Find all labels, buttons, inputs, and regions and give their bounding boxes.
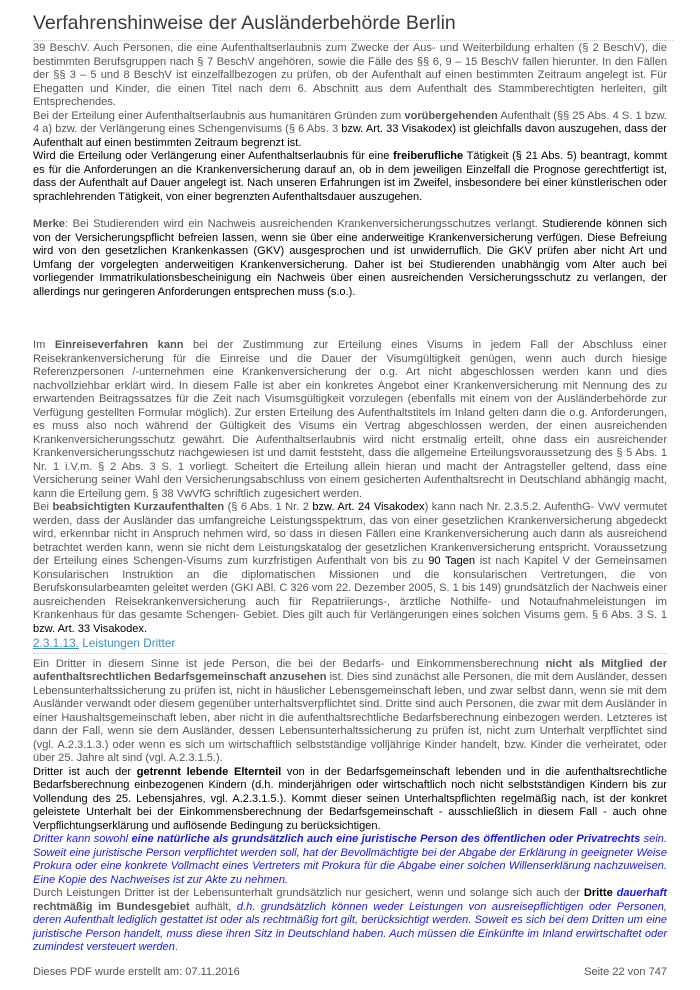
section-number[interactable]: 2.3.1.13. [33, 636, 79, 650]
footer-created-date: Dieses PDF wurde erstellt am: 07.11.2016 [33, 966, 240, 978]
paragraph-merke: Merke: Bei Studierenden wird ein Nachweis ausreichenden Krankenversicherungsschutzes verlangt. Studierende können sich von der Versicherungspflicht befreien lassen, wenn sie über eine anderweitige Krankenversicherung verfügen. Diese Befreiung wird von den gesetzlichen Krankenkassen (GKV) ausgesprochen und ist unwiderruflich. Die GKV prüfen aber nicht Art und Umfang der vorgelegten anderweitigen Krankenversicherung. Daher ist bei Studierenden unabhängig vom Alter auch bei vorliegender Immatrikulationsbescheinigung ein Nachweis über einen ausreichenden Versicherungsschutz zu verlangen, der allerdings nur geringeren Anforderungen entsprechen muss (s.o.). [33, 218, 667, 298]
section-heading[interactable] [33, 637, 667, 654]
paragraph-freiberuflich: Wird die Erteilung oder Verlängerung einer Aufenthaltserlaubnis für eine freiberufliche Tätigkeit (§ 21 Abs. 5) beantragt, kommt es für die Anforderungen an die Krankenversicherung darauf an, ob in dem jeweiligen Einzelfall die Prognose gerechtfertigt ist, dass der Aufenthalt auf Dauer angelegt ist. Nach unseren Erfahrungen ist im Zweifel, insbesondere bei einer künstlerischen oder sprachlehrenden Tätigkeit, von einer begrenzten Aufenthaltsdauer auszugehen. [33, 150, 667, 203]
paragraph-juristische-person: Dritter kann sowohl eine natürliche als grundsätzlich auch eine juristische Person des öffentlichen oder Privatrechts sein. Soweit eine juristische Person verpflichtet werden soll, hat der Bevollmächtigte bei der Abgabe der Erklärung in geeigneter Weise Prokura oder eine konkrete Vollmacht eines Vertreters mit Prokura für die Abgabe einer solchen Willenserklärung nachzuweisen. Eine Kopie des Nachweises ist zur Akte zu nehmen. [33, 833, 667, 886]
page-footer [33, 966, 667, 978]
document-body [33, 42, 667, 955]
paragraph-elternteil: Dritter ist auch der getrennt lebende Elternteil von in der Bedarfsgemeinschaft lebenden und in die aufenthaltsrechtliche Bedarfsberechnung einbezogenen Kindern (d.h. minderjährigen oder wirtschaftlich noch nicht selbstständigen Kindern bis zur Vollendung des 25. Lebensjahres, vgl. A.2.3.1.5.). Kommt dieser seinen Unterhaltspflichten regelmäßig nach, ist der konkret geleistete Unterhalt bei der Einkommensberechnung der Bedarfsgemeinschaft - ausschließlich in diesem Fall - auch ohne Verpflichtungserklärung und auflösende Bedingung zu berücksichtigen. [33, 765, 667, 832]
paragraph-einreiseverfahren: Im Einreiseverfahren kann bei der Zustimmung zur Erteilung eines Visums in jedem Fall der Abschluss einer Reisekrankenversicherung für die Einreise und die Dauer der Visumgültigkeit genügen, wenn auch durch hiesige Referenzpersonen /-unternehmen eine Krankenversicherung der o.g. Art nicht abgeschlossen werden kann und dies nachvollziehbar erklärt wird. In diesem Falle ist aber ein konkretes Angebot einer Krankenversicherung mit Nennung des zu erwartenden Beitragssatzes für die Zeit nach Visumsgültigkeit vorzulegen (ebenfalls mit einem von der Ausländerbehörde zur Verfügung gestellten Formular möglich). Zur ersten Erteilung des Aufenthaltstitels im Inland gelten dann die o.g. Anforderungen, es muss also noch während der Gültigkeit des Visums ein Vertrag abgeschlossen werden, der einen ausreichenden Krankenversicherungsschutz gewährt. Die Aufenthaltserlaubnis wird nicht erstmalig erteilt, ohne dass ein ausreichender Krankenversicherungsschutz nachgewiesen ist und damit feststeht, dass die allgemeine Erteilungsvoraussetzung des § 5 Abs. 1 Nr. 1 i.V.m. § 2 Abs. 3 S. 1 vorliegt. Scheitert die Erteilung allein hieran und macht der Antragsteller geltend, dass eine Versicherung seiner Wahl den Versicherungsabschluss von einem gesicherten Aufenthaltsrecht in Deutschland abhängig macht, kann die Erteilung gem. § 38 VwVfG schriftlich zugesichert werden. [33, 339, 668, 500]
paragraph-humanitaer: Bei der Erteilung einer Aufenthaltserlaubnis aus humanitären Gründen zum vorübergehenden Aufenthalt (§§ 25 Abs. 4 S. 1 bzw. 4 a) bzw. der Verlängerung eines Schengenvisums (§ 6 Abs. 3 bzw. Art. 33 Visakodex) ist gleichfalls davon auszugehen, dass der Aufenthalt auf einen bestimmten Zeitraum begrenzt ist. [33, 109, 667, 149]
page-title: Verfahrenshinweise der Ausländerbehörde Berlin [33, 10, 673, 41]
paragraph-dritter-definition: Ein Dritter in diesem Sinne ist jede Person, die bei der Bedarfs- und Einkommensberechnung nicht als Mitglied der aufenthaltsrechtlichen Bedarfsgemeinschaft anzusehen ist. Dies sind zunächst alle Personen, die mit dem Ausländer, dessen Lebensunterhaltssicherung zu prüfen ist, nicht in häuslicher Lebensgemeinschaft leben, und zwar selbst dann, wenn sie mit dem Ausländer verwandt oder diesem gegenüber unterhaltsverpflichtet sind. Dritte sind auch Personen, die zwar mit dem Ausländer in einer Haushaltsgemeinschaft leben, aber nicht in die aufenthaltsrechtliche Bedarfsberechnung einbezogen werden. Letzteres ist dann der Fall, wenn sie dem Ausländer, dessen Lebensunterhaltssicherung zu prüfen ist, nicht zum Unterhalt verpflichtet sind (vgl. A.2.3.1.3.) oder wenn es sich um wirtschaftlich selbstständige volljährige Kinder handelt, bzw. Kinder die verheiratet, oder über 25. Jahre alt sind (vgl. A.2.3.1.5.). [33, 657, 667, 764]
paragraph-dauerhaft: Durch Leistungen Dritter ist der Lebensunterhalt grundsätzlich nur gesichert, wenn und solange sich auch der Dritte dauerhaft rechtmäßig im Bundesgebiet aufhält, d.h. grundsätzlich können weder Leistungen von ausreisepflichtigen oder Personen, deren Aufenthalt lediglich gestattet ist oder als rechtmäßig fort gilt, berücksichtigt werden. Soweit es sich bei dem Dritten um eine juristische Person handelt, muss diese ihren Sitz in Deutschland haben. Auch müssen die Einkünfte im Inland erwirtschaftet oder zumindest versteuert werden. [33, 887, 667, 953]
paragraph-kurzaufenthalte: Bei beabsichtigten Kurzaufenthalten (§ 6 Abs. 1 Nr. 2 bzw. Art. 24 Visakodex) kann nach Nr. 2.3.5.2. AufenthG- VwV vermutet werden, dass der Ausländer das umfangreiche Leistungsspektrum, das von einer gesetzlichen Krankenversicherung abgedeckt wird, erkennbar nicht in Anspruch nehmen wird, so dass in diesen Fällen eine Krankenversicherung auch dann als ausreichend betrachtet werden kann, wenn sie nicht dem Leistungskatalog der gesetzlichen Krankenversicherung entspricht. Voraussetzung der Erteilung eines Schengen-Visums zum kurzfristigen Aufenthalt von bis zu 90 Tagen ist nach Kapitel V der Gemeinsamen Konsularischen Instruktion an die diplomatischen Missionen und die konsularischen Vertretungen, die von Berufskonsularbeamten geleitet werden (GKI ABl. C 326 vom 22. Dezember 2005, S. 1 bis 149) grundsätzlich der Nachweis einer ausreichenden Reisekrankenversicherung auch für Repatriierungs-, ärztliche Nothilfe- und Notaufnahmeleistungen im Krankenhaus für das gesamte Schengen- Gebiet. Dies gilt auch für Verlängerungen eines solchen Visums gem. § 6 Abs. 3 S. 1 bzw. Art. 33 Visakodex. [33, 501, 667, 635]
section-title: Leistungen Dritter [78, 636, 176, 650]
footer-page-number: Seite 22 von 747 [584, 966, 667, 978]
paragraph-beschv: 39 BeschV. Auch Personen, die eine Aufenthaltserlaubnis zum Zwecke der Aus- und Weiterbildung erhalten (§ 2 BeschV), die bestimmten Berufsgruppen nach § 7 BeschV angehören, sowie die Fälle des §§ 6, 9 – 15 BeschV fallen hierunter. In den Fällen der §§ 3 – 5 und 8 BeschV ist einzelfallbezogen zu prüfen, ob der Aufenthalt auf einen bestimmten Zeitraum angelegt ist. Für Ehegatten und Kinder, die einen Titel nach dem 6. Abschnitt aus dem Aufenthalt des Stammberechtigten herleiten, gilt Entsprechendes. [33, 42, 667, 108]
